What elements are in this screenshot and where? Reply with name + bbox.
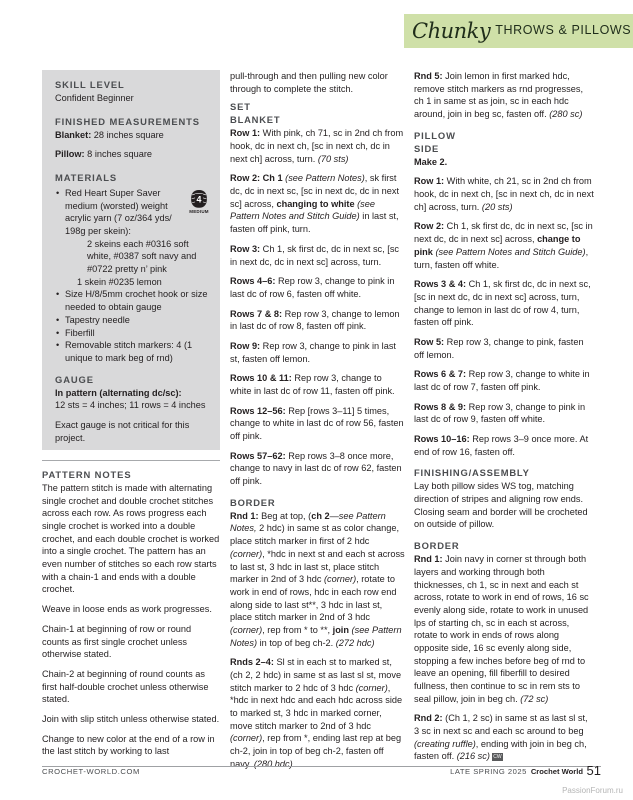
footer-magazine: Crochet World [530, 767, 583, 776]
instruction: Rows 4–6: Rep row 3, change to pink in last dc of row 6, fasten off white. [230, 276, 395, 299]
instruction: Rows 10 & 11: Rep row 3, change to white in last dc of row 11, fasten off pink. [230, 373, 395, 396]
gauge-heading: GAUGE [55, 373, 94, 385]
pillow-heading: PILLOW [414, 129, 456, 141]
list-item: • Fiberfill [55, 327, 210, 340]
pillow-size: Pillow: 8 inches square [55, 149, 153, 160]
border-heading: BORDER [230, 496, 276, 508]
list-item [55, 187, 210, 289]
instruction: Rows 6 & 7: Rep row 3, change to white in last dc of row 7, fasten off pink. [414, 369, 590, 392]
instruction: Rows 57–62: Rep rows 3–8 once more, change to navy in last dc of row 62, fasten off pink. [230, 450, 402, 487]
instruction: Rows 7 & 8: Rep row 3, change to lemon in last dc of row 8, fasten off pink. [230, 308, 400, 332]
instruction: Rnd 2: (Ch 1, 2 sc) in same st as last sl st, 3 sc in next sc and each sc around to beg (creating ruffle), ending with join in beg ch, fasten off. (216 sc) CW [414, 713, 588, 762]
gauge-note: Exact gauge is not critical for this project. [55, 419, 190, 443]
instruction: Row 2: Ch 1 (see Pattern Notes), sk first dc, dc in next sc, [sc in next dc, dc in next sc] across, changing to white (see Pattern Notes and Stitch Guide) in last st, fasten off pink, turn. [230, 173, 400, 235]
section-banner [404, 14, 633, 48]
instruction: Rnds 2–4: Sl st in each st to marked st, (ch 2, 2 hdc) in same st as last sl st, move stitch marker to 2 hdc of 3 hdc (corner), *hdc in next hdc and each hdc across side to marked st, 3 hdc in marked corner, move stitch marker to 2nd of 3 hdc (corner), rep from *, ending last rep at beg ch-2, join in top of beg ch-2, fasten off navy. (280 hdc) [230, 657, 403, 769]
banner-script-title: Chunky [412, 18, 491, 43]
yarn-description: • Red Heart Super Saver medium (worsted) weight acrylic yarn (7 oz/364 yds/ 198g per skein): [65, 187, 172, 237]
finishing-heading: FINISHING/ASSEMBLY [414, 467, 530, 479]
pattern-notes [42, 460, 220, 758]
notes-heading: PATTERN NOTES [42, 469, 132, 480]
page-footer [42, 763, 601, 778]
column-right [414, 70, 594, 763]
side-heading: SIDE [414, 142, 440, 154]
instruction: Rnd 1: Beg at top, (ch 2—see Pattern Notes, 2 hdc) in same st as color change, place stitch marker in first of 2 hdc (corner), *hdc in next st and each st across to last st, 3 hdc in last st, place stitch marker in 2nd of 3 hdc (corner), rotate to work in end of rows, hdc in each row end along side to last st**, 3 hdc in last st, place stitch marker in 2nd of 3 hdc (corner), rep from * to **, join (see Pattern Notes) in top of beg ch-2. (272 hdc) [230, 510, 405, 648]
svg-text:4: 4 [196, 194, 202, 205]
list-item: • Tapestry needle [55, 314, 210, 327]
set-heading: SET [230, 101, 251, 113]
instruction: Rows 10–16: Rep rows 3–9 once more. At end of row 16, fasten off. [414, 434, 589, 457]
materials-box [42, 70, 220, 450]
note-paragraph: Chain-1 at beginning of row or round counts as first single crochet unless otherwise stated. [42, 623, 192, 660]
instruction: Row 3: Ch 1, sk first dc, dc in next sc, [sc in next dc, dc in next sc] across, turn. [230, 243, 400, 267]
list-item: • Size H/8/5mm crochet hook or size needed to obtain gauge [55, 288, 210, 313]
note-paragraph: Join with slip stitch unless otherwise stated. [42, 713, 220, 724]
banner-title: THROWS & PILLOWS [495, 23, 632, 38]
note-paragraph: Weave in loose ends as work progresses. [42, 604, 212, 615]
yarn-weight-icon: 4 MEDIUM [188, 189, 210, 215]
pillow-border-heading: BORDER [414, 540, 460, 552]
footer-issue: LATE SPRING 2025 Crochet World [450, 767, 583, 776]
watermark: PassionForum.ru [562, 785, 623, 795]
make-count: Make 2. [414, 156, 448, 167]
instruction: Row 5: Rep row 3, change to pink, fasten off lemon. [414, 336, 584, 360]
end-of-pattern-icon: CW [493, 754, 502, 760]
note-paragraph: Chain-2 at beginning of round counts as first half-double crochet unless otherwise stated. [42, 668, 209, 705]
materials-heading: MATERIALS [55, 172, 118, 183]
instruction: Rnd 5: Join lemon in first marked hdc, remove stitch markers as rnd progresses, ch 1 in same st as join, sc in each hdc around, join in beg sc, fasten off. (280 sc) [414, 71, 584, 120]
instruction: Rows 3 & 4: Ch 1, sk first dc, dc in next sc, [sc in next dc, dc in next sc] across, turn, change to lemon in last dc of row 4, turn, fasten off pink. [414, 279, 591, 328]
skill-heading: SKILL LEVEL [55, 79, 125, 90]
column-left [42, 70, 220, 758]
footer-site: CROCHET-WORLD.COM [42, 767, 140, 776]
blanket-heading: BLANKET [230, 114, 281, 126]
yarn-colors-b: 1 skein #0235 lemon [77, 276, 162, 287]
note-paragraph: The pattern stitch is made with alternating single crochet and double crochet stitches across each row. As rows progress each single crochet is worked into a double crochet, and each double crochet is worked into a single crochet. The pattern has an even number of stitches so each row starts with a chain-1 and ends with a double crochet. [42, 482, 220, 595]
finishing-text: Lay both pillow sides WS tog, matching direction of stripes and aligning row ends. Closing seam and border will be crocheted on outside of pillow. [414, 481, 588, 530]
instruction: Rows 8 & 9: Rep row 3, change to pink in last dc of row 9, fasten off white. [414, 401, 586, 425]
list-item: • Removable stitch markers: 4 (1 unique to mark beg of rnd) [55, 339, 210, 364]
note-paragraph: Change to new color at the end of a row in the last stitch by working to last [42, 733, 215, 757]
column-middle [230, 70, 405, 771]
gauge-label: In pattern (alternating dc/sc): [55, 387, 182, 398]
skill-value: Confident Beginner [55, 92, 134, 103]
gauge-value: 12 sts = 4 inches; 11 rows = 4 inches [55, 400, 206, 411]
materials-list [55, 187, 210, 365]
instruction: Rows 12–56: Rep [rows 3–11] 5 times, change to white in last dc of row 56, fasten off pink. [230, 405, 404, 442]
instruction: Row 1: With white, ch 21, sc in 2nd ch from hook, dc in next ch, [sc in next ch, dc in next ch] across, turn. (20 sts) [414, 176, 594, 212]
note-continuation: pull-through and then pulling new color through to complete the stitch. [230, 71, 388, 94]
instruction: Row 9: Rep row 3, change to pink in last st, fasten off lemon. [230, 340, 396, 364]
blanket-size: Blanket: 28 inches square [55, 129, 164, 140]
instruction: Row 1: With pink, ch 71, sc in 2nd ch from hook, dc in next ch, [sc in next ch, dc in next ch] across, turn. (70 sts) [230, 128, 404, 164]
instruction: Rnd 1: Join navy in corner st through both layers and working through both thicknesses, ch 1, sc in next and each st across, rotate to work in end of rows, 16 sc evenly along side, rotate to work in unused lps of starting ch, sc in each st across, rotate to work in ends of rows along opposite side, 16 sc evenly along side, stopping a few inches before beg of rnd to leave an opening, fill fiberfill to desired fullness, then continue to sc in rem sts to seal pillow, join in beg ch. (72 sc) [414, 554, 589, 704]
instruction: Row 2: Ch 1, sk first dc, dc in next sc, [sc in next dc, dc in next sc] across, change to pink (see Pattern Notes and Stitch Guide), turn, fasten off white. [414, 221, 593, 270]
yarn-colors-a: 2 skeins each #0316 soft white, #0387 soft navy and #0722 pretty n’ pink [87, 238, 197, 275]
page-number: 51 [586, 763, 601, 778]
measurements-heading: FINISHED MEASUREMENTS [55, 115, 200, 127]
